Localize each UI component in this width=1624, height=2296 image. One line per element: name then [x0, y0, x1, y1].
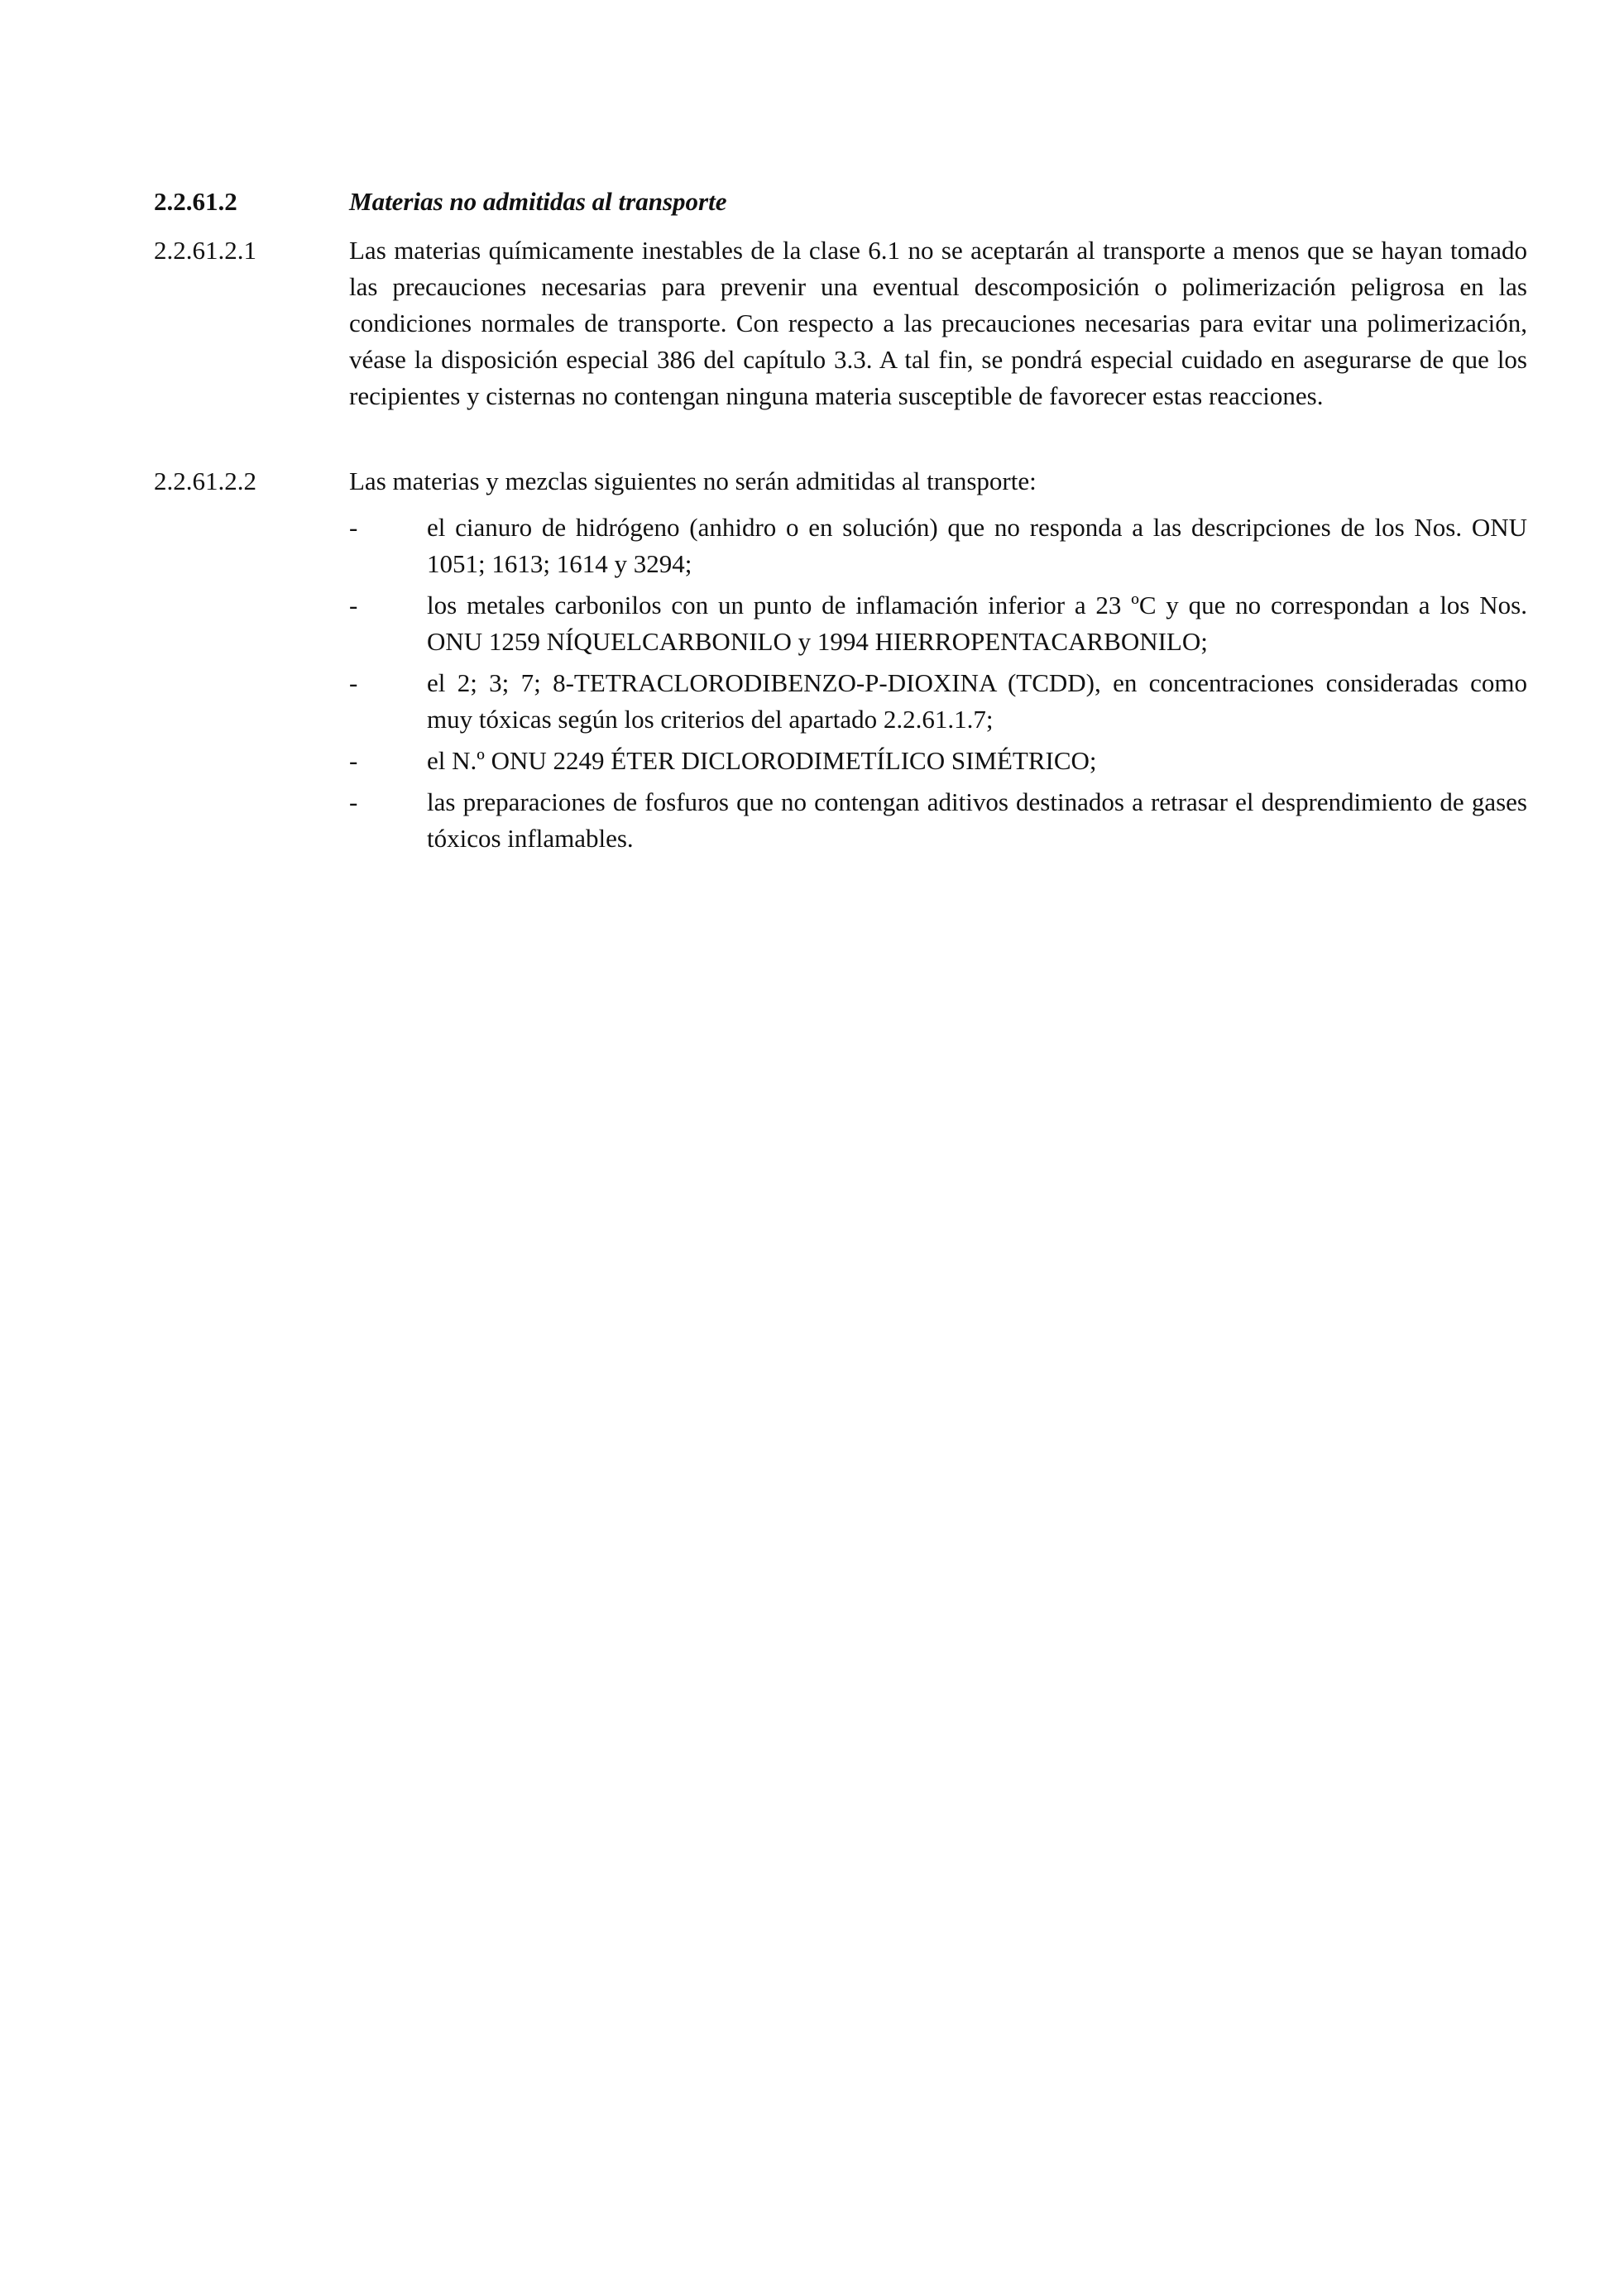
paragraph-text: Las materias químicamente inestables de la clase 6.1 no se aceptarán al transporte a menos que se hayan tomado las precauciones necesarias para prevenir una eventual descomposición o polimerización peligrosa en las condiciones normales de transporte. Con respecto a las precauciones necesarias para evitar una polimerización, véase la disposición especial 386 del capítulo 3.3. A tal fin, se pondrá especial cuidado en asegurarse de que los recipientes y cisternas no contengan ninguna materia susceptible de favorecer estas reacciones.: [349, 236, 1527, 410]
list-item: [349, 509, 1527, 582]
list-bullet: -: [349, 668, 358, 697]
paragraph-2-2-61-2-1: [154, 232, 1527, 414]
list-item: [349, 587, 1527, 660]
list-item: [349, 665, 1527, 738]
list-bullet: -: [349, 591, 358, 619]
list-item-text: el cianuro de hidrógeno (anhidro o en solución) que no responda a las descripciones de los Nos. ONU 1051; 1613; 1614 y 3294;: [427, 513, 1527, 578]
list-bullet: -: [349, 787, 358, 816]
list-item-text: las preparaciones de fosfuros que no contengan aditivos destinados a retrasar el desprendimiento de gases tóxicos inflamables.: [427, 787, 1527, 853]
paragraph-number: 2.2.61.2.2: [154, 466, 256, 495]
excluded-substances-list: [349, 509, 1527, 857]
list-item-text: el 2; 3; 7; 8-TETRACLORODIBENZO-P-DIOXINA (TCDD), en concentraciones consideradas como muy tóxicas según los criterios del apartado 2.2.61.1.7;: [427, 668, 1527, 734]
list-item-text: los metales carbonilos con un punto de inflamación inferior a 23 ºC y que no correspondan a los Nos. ONU 1259 NÍQUELCARBONILO y 1994 HIERROPENTACARBONILO;: [427, 591, 1527, 656]
paragraph-text: Las materias y mezclas siguientes no serán admitidas al transporte:: [349, 466, 1037, 495]
list-item-text: el N.º ONU 2249 ÉTER DICLORODIMETÍLICO SIMÉTRICO;: [427, 746, 1097, 775]
list-item: [349, 743, 1527, 779]
section-title: Materias no admitidas al transporte: [349, 187, 727, 216]
section-heading-row: [154, 184, 1527, 220]
paragraph-2-2-61-2-2: [154, 463, 1527, 500]
list-item: [349, 784, 1527, 857]
paragraph-number: 2.2.61.2.1: [154, 236, 256, 265]
section-number: 2.2.61.2: [154, 187, 237, 216]
list-bullet: -: [349, 746, 358, 775]
list-bullet: -: [349, 513, 358, 542]
